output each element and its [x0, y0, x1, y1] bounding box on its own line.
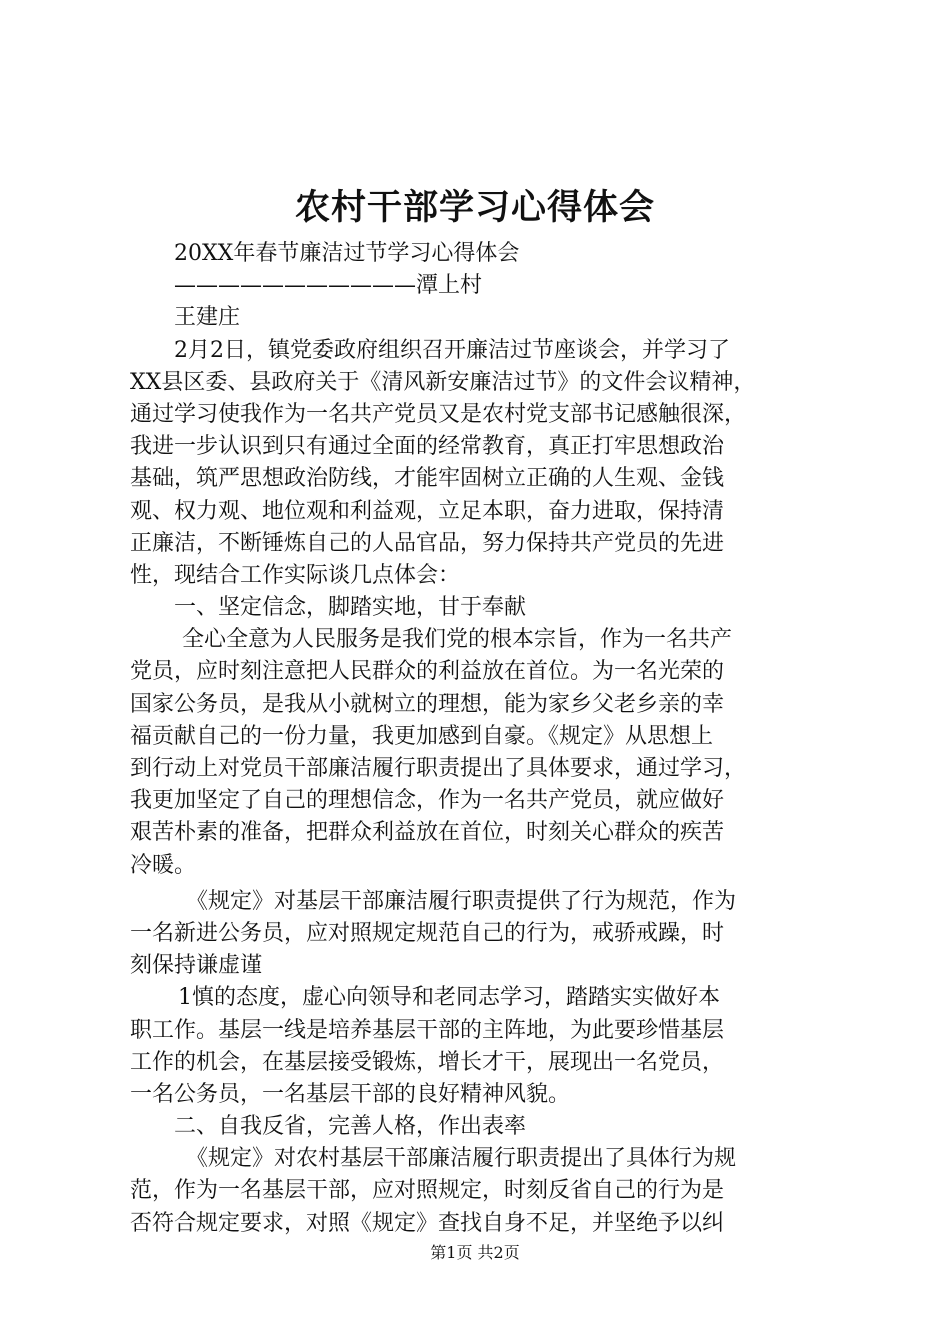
- subtitle-line: 20XX年春节廉洁过节学习心得体会: [174, 241, 520, 266]
- paragraph-line: 党员，应时刻注意把人民群众的利益放在首位。为一名光荣的: [130, 659, 725, 685]
- paragraph-line: 福贡献自己的一份力量，我更加感到自豪。《规定》从思想上: [130, 723, 714, 749]
- paragraph-line: 艰苦朴素的准备，把群众利益放在首位，时刻关心群众的疾苦: [130, 820, 725, 846]
- paragraph-line: 职工作。基层一线是培养基层干部的主阵地，为此要珍惜基层: [130, 1017, 725, 1043]
- paragraph-line: 国家公务员，是我从小就树立的理想，能为家乡父老乡亲的幸: [130, 691, 725, 717]
- paragraph-line: 我进一步认识到只有通过全面的经常教育，真正打牢思想政治: [130, 434, 725, 460]
- paragraph-line: 《规定》对农村基层干部廉洁履行职责提出了具体行为规: [186, 1146, 737, 1172]
- paragraph-line: 正廉洁，不断锤炼自己的人品官品，努力保持共产党员的先进: [130, 530, 725, 556]
- paragraph-line: XX县区委、县政府关于《清风新安廉洁过节》的文件会议精神，: [130, 369, 756, 395]
- paragraph-line: 全心全意为人民服务是我们党的根本宗旨，作为一名共产: [182, 627, 733, 653]
- paragraph-line: 2月2日，镇党委政府组织召开廉洁过节座谈会，并学习了: [174, 337, 730, 363]
- paragraph-line: 工作的机会，在基层接受锻炼，增长才干，展现出一名党员，: [130, 1049, 725, 1075]
- author-line: 王建庄: [174, 305, 241, 331]
- paragraph-line: 通过学习使我作为一名共产党员又是农村党支部书记感触很深，: [130, 401, 747, 427]
- section-heading: 一、坚定信念，脚踏实地，甘于奉献: [174, 595, 527, 621]
- paragraph-line: 到行动上对党员干部廉洁履行职责提出了具体要求，通过学习，: [130, 756, 747, 781]
- paragraph-line: 刻保持谦虚谨: [130, 953, 263, 979]
- page-number: 第1页 共2页: [430, 1243, 520, 1262]
- document-body: [130, 238, 830, 1240]
- paragraph-line: 一名公务员，一名基层干部的良好精神风貌。: [130, 1081, 571, 1107]
- paragraph-line: 一名新进公务员，应对照规定规范自己的行为，戒骄戒躁，时: [130, 920, 725, 946]
- document-title: 农村干部学习心得体会: [294, 187, 655, 228]
- paragraph-line: 性，现结合工作实际谈几点体会：: [130, 562, 461, 588]
- paragraph-line: 基础，筑严思想政治防线，才能牢固树立正确的人生观、金钱: [130, 466, 725, 492]
- paragraph-line: 观、权力观、地位观和利益观，立足本职，奋力进取，保持清: [130, 498, 725, 524]
- paragraph-line: 1慎的态度，虚心向领导和老同志学习，踏踏实实做好本: [178, 985, 720, 1011]
- section-heading: 二、自我反省，完善人格，作出表率: [174, 1114, 527, 1140]
- paragraph-line: 范，作为一名基层干部，应对照规定，时刻反省自己的行为是: [130, 1178, 725, 1204]
- paragraph-line: 我更加坚定了自己的理想信念，作为一名共产党员，就应做好: [130, 788, 725, 814]
- paragraph-line: 《规定》对基层干部廉洁履行职责提供了行为规范，作为: [186, 888, 737, 914]
- paragraph-line: 冷暖。: [130, 852, 197, 878]
- subtitle-village-line: ———————————潭上村: [174, 273, 483, 299]
- paragraph-line: 否符合规定要求，对照《规定》查找自身不足，并坚绝予以纠: [130, 1210, 725, 1236]
